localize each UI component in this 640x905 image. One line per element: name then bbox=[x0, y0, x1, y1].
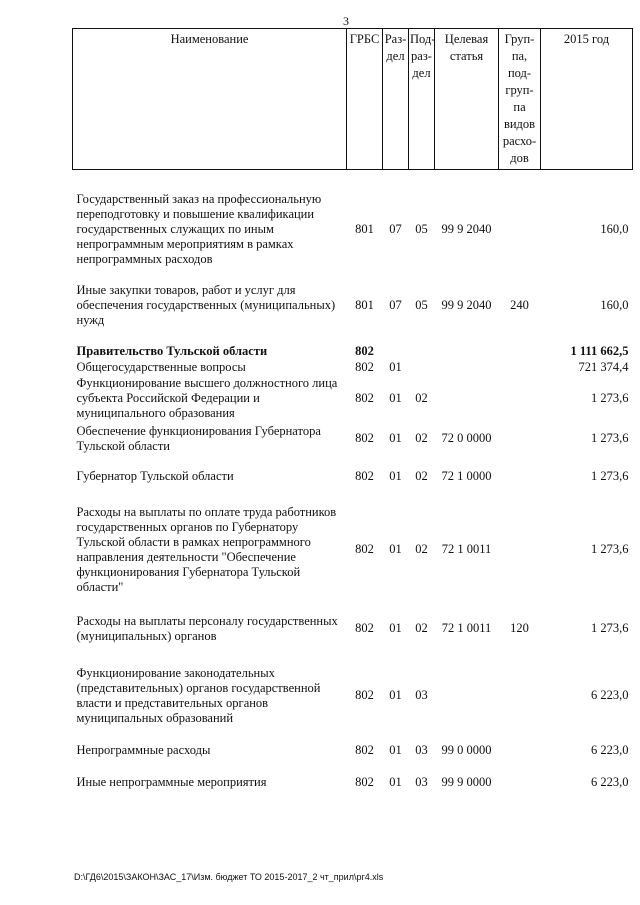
row-gruppa bbox=[499, 742, 541, 760]
row-name: Функционирование законодательных (представительных) органов государственной власти и представительных органов муниципальных образований bbox=[76, 665, 321, 725]
row-gruppa bbox=[499, 664, 541, 728]
table-row bbox=[73, 190, 633, 270]
row-grbs: 802 bbox=[355, 360, 374, 374]
row-name: Непрограммные расходы bbox=[76, 743, 211, 757]
table-row bbox=[73, 774, 633, 792]
row-amount: 721 374,4 bbox=[578, 360, 629, 374]
header-podrazdel: Под- раз- дел bbox=[409, 29, 435, 170]
row-razdel: 01 bbox=[389, 542, 402, 556]
header-celevaya: Целевая статья bbox=[435, 29, 499, 170]
row-grbs: 801 bbox=[355, 298, 374, 312]
row-grbs: 801 bbox=[355, 222, 374, 236]
row-razdel: 01 bbox=[389, 743, 402, 757]
row-razdel: 01 bbox=[389, 775, 402, 789]
row-podrazdel: 03 bbox=[415, 688, 428, 702]
row-amount: 1 111 662,5 bbox=[570, 344, 629, 358]
row-razdel bbox=[383, 344, 409, 360]
row-grbs: 802 bbox=[355, 431, 374, 445]
row-razdel: 01 bbox=[389, 621, 402, 635]
row-amount: 6 223,0 bbox=[591, 743, 629, 757]
header-name: Наименование bbox=[73, 29, 347, 170]
row-name: Обеспечение функционирования Губернатора Тульской области bbox=[76, 423, 321, 453]
row-name: Иные непрограммные мероприятия bbox=[76, 775, 267, 789]
table-header-row bbox=[73, 29, 633, 170]
row-grbs: 802 bbox=[355, 688, 374, 702]
row-razdel: 01 bbox=[389, 360, 402, 374]
table-row bbox=[73, 612, 633, 646]
row-grbs: 802 bbox=[355, 469, 374, 483]
row-gruppa bbox=[499, 468, 541, 486]
header-gap bbox=[73, 170, 633, 190]
table-row bbox=[73, 376, 633, 422]
row-gruppa bbox=[499, 344, 541, 360]
budget-table bbox=[72, 28, 633, 792]
row-name: Правительство Тульской области bbox=[76, 344, 268, 358]
table-row bbox=[73, 344, 633, 360]
row-celevaya: 99 9 2040 bbox=[441, 222, 492, 236]
row-podrazdel bbox=[409, 360, 435, 376]
row-gruppa bbox=[499, 774, 541, 792]
row-podrazdel: 05 bbox=[415, 222, 428, 236]
row-grbs: 802 bbox=[355, 391, 374, 405]
row-amount: 1 273,6 bbox=[591, 621, 629, 635]
row-amount: 6 223,0 bbox=[591, 775, 629, 789]
row-celevaya bbox=[435, 664, 499, 728]
row-gruppa bbox=[499, 502, 541, 598]
row-grbs: 802 bbox=[355, 542, 374, 556]
row-celevaya: 99 0 0000 bbox=[441, 743, 492, 757]
row-razdel: 01 bbox=[389, 391, 402, 405]
row-amount: 160,0 bbox=[600, 222, 629, 236]
row-celevaya bbox=[435, 376, 499, 422]
row-celevaya bbox=[435, 344, 499, 360]
row-gruppa: 240 bbox=[510, 298, 529, 312]
row-gruppa: 120 bbox=[510, 621, 529, 635]
row-amount: 1 273,6 bbox=[591, 469, 629, 483]
row-celevaya: 99 9 0000 bbox=[441, 775, 492, 789]
row-name: Расходы на выплаты по оплате труда работников государственных органов по Губернатору Тульской области в рамках непрограммного направления деятельности "Обеспечение функционирования Губернатора Тульской области" bbox=[76, 504, 337, 594]
table-row bbox=[73, 422, 633, 456]
row-gruppa bbox=[499, 360, 541, 376]
table-row bbox=[73, 664, 633, 728]
row-celevaya: 99 9 2040 bbox=[441, 298, 492, 312]
row-podrazdel: 02 bbox=[415, 469, 428, 483]
row-razdel: 07 bbox=[389, 298, 402, 312]
row-celevaya: 72 1 0000 bbox=[441, 469, 492, 483]
row-podrazdel: 05 bbox=[415, 298, 428, 312]
header-grbs: ГРБС bbox=[347, 29, 383, 170]
row-razdel: 01 bbox=[389, 688, 402, 702]
row-name: Общегосударственные вопросы bbox=[76, 360, 246, 374]
row-name: Губернатор Тульской области bbox=[76, 469, 234, 483]
row-grbs: 802 bbox=[355, 743, 374, 757]
row-podrazdel: 02 bbox=[415, 542, 428, 556]
page-number: 3 bbox=[343, 14, 349, 28]
row-amount: 6 223,0 bbox=[591, 688, 629, 702]
row-celevaya: 72 1 0011 bbox=[441, 542, 492, 556]
table-row bbox=[73, 360, 633, 376]
header-gruppa: Груп- па, под- груп- па видов расхо- дов bbox=[499, 29, 541, 170]
row-podrazdel: 02 bbox=[415, 431, 428, 445]
row-gruppa bbox=[499, 376, 541, 422]
header-year: 2015 год bbox=[541, 29, 633, 170]
row-name: Функционирование высшего должностного лица субъекта Российской Федерации и муниципального образования bbox=[76, 376, 338, 420]
table-row bbox=[73, 282, 633, 330]
row-celevaya: 72 0 0000 bbox=[441, 431, 492, 445]
row-name: Иные закупки товаров, работ и услуг для обеспечения государственных (муниципальных) нужд bbox=[76, 283, 336, 327]
row-amount: 1 273,6 bbox=[591, 391, 629, 405]
row-grbs: 802 bbox=[355, 621, 374, 635]
row-amount: 1 273,6 bbox=[591, 431, 629, 445]
row-razdel: 01 bbox=[389, 469, 402, 483]
file-path-footer: D:\ГД6\2015\ЗАКОН\ЗАС_17\Изм. бюджет ТО 2015-2017_2 чт_прил\рг4.xls bbox=[74, 872, 384, 882]
table-row bbox=[73, 742, 633, 760]
row-podrazdel: 02 bbox=[415, 391, 428, 405]
row-amount: 160,0 bbox=[600, 298, 629, 312]
row-celevaya: 72 1 0011 bbox=[441, 621, 492, 635]
row-podrazdel: 03 bbox=[415, 743, 428, 757]
table-row bbox=[73, 502, 633, 598]
row-celevaya bbox=[435, 360, 499, 376]
row-amount: 1 273,6 bbox=[591, 542, 629, 556]
header-razdel: Раз- дел bbox=[383, 29, 409, 170]
row-name: Государственный заказ на профессиональную переподготовку и повышение квалификации государственных служащих по иным непрограммным мероприятиям в рамках непрограммных расходов bbox=[76, 192, 322, 266]
row-podrazdel: 02 bbox=[415, 621, 428, 635]
row-name: Расходы на выплаты персоналу государственных (муниципальных) органов bbox=[76, 613, 338, 643]
table-row bbox=[73, 468, 633, 486]
row-razdel: 01 bbox=[389, 431, 402, 445]
row-gruppa bbox=[499, 422, 541, 456]
row-podrazdel bbox=[409, 344, 435, 360]
row-razdel: 07 bbox=[389, 222, 402, 236]
row-grbs: 802 bbox=[355, 775, 374, 789]
row-grbs: 802 bbox=[355, 344, 374, 358]
row-podrazdel: 03 bbox=[415, 775, 428, 789]
row-gruppa bbox=[499, 190, 541, 270]
